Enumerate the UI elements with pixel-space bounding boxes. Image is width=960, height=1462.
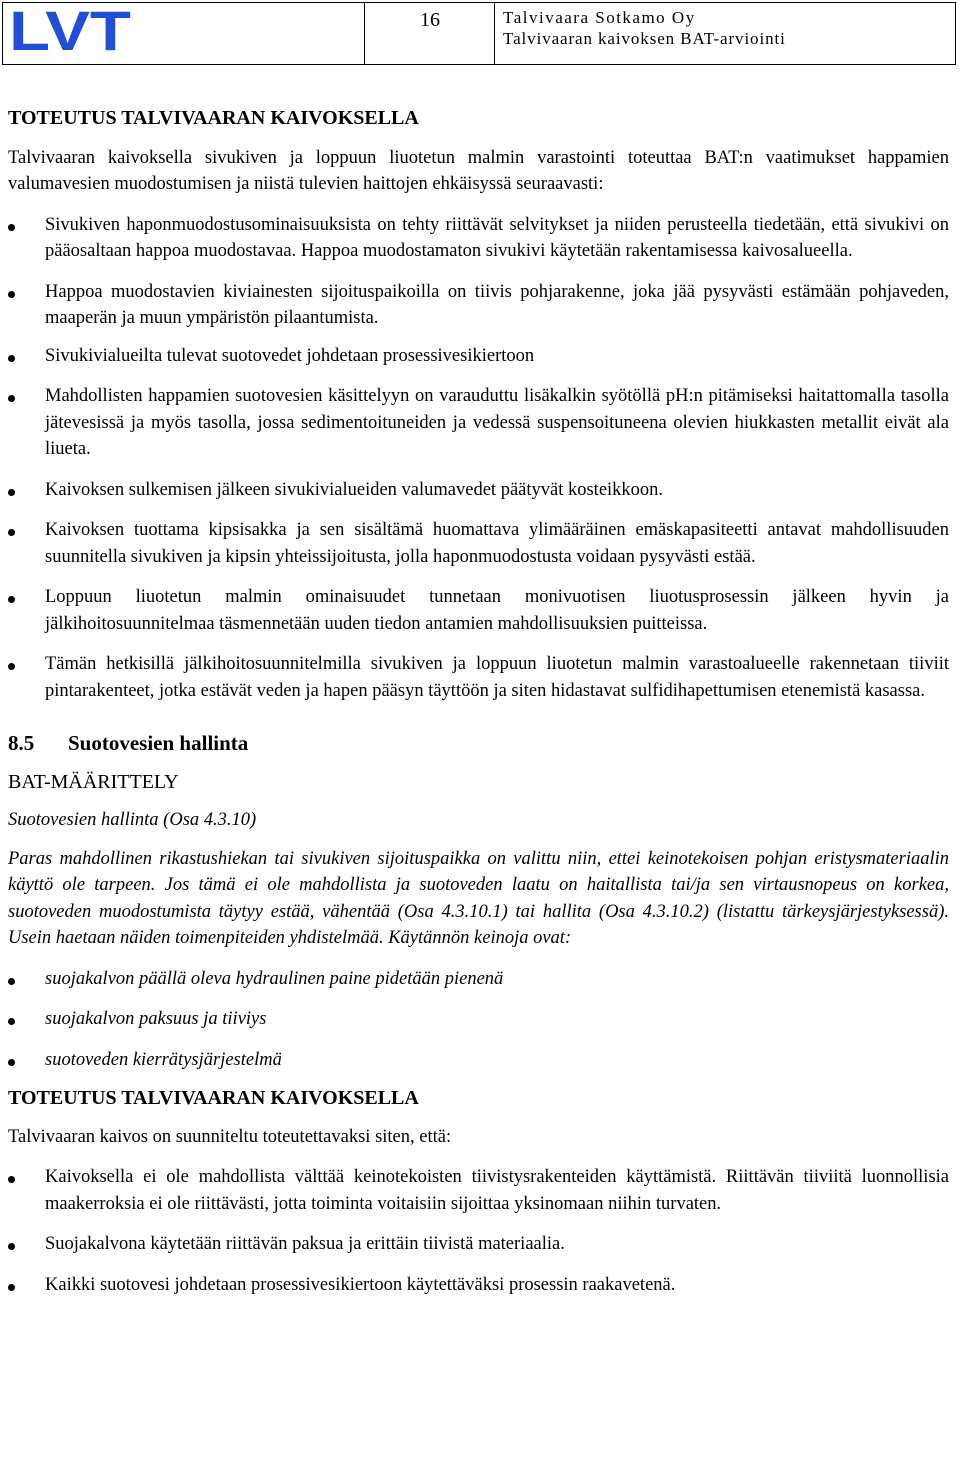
chapter-heading bbox=[8, 730, 949, 757]
implementation-intro: Talvivaaran kaivos on suunniteltu toteutettavaksi siten, että: bbox=[8, 1126, 452, 1147]
bullet-icon bbox=[8, 489, 15, 496]
bullet-icon bbox=[8, 978, 15, 985]
list-item: Kaivoksen sulkemisen jälkeen sivukivialueiden valumavedet päätyvät kosteikkoon. bbox=[8, 477, 949, 504]
implementation-heading: TOTEUTUS TALVIVAARAN KAIVOKSELLA bbox=[8, 1087, 419, 1109]
bat-paragraph: Paras mahdollinen rikastushiekan tai sivukiven sijoituspaikka on valittu niin, ettei keinotekoisen pohjan eristysmateriaalin käyttö ole tarpeen. Jos tämä ei ole mahdollista ja suotoveden laatu on haitallista tai/ja sen virtausnopeus on korkea, suotoveden muodostumista täytyy estää, vähentää (Osa 4.3.10.1) tai hallita (Osa 4.3.10.2) (listattu tärkeysjärjestyksessä). Usein haetaan näiden toimenpiteiden yhdistelmää. Käytännön keinoja ovat: bbox=[8, 848, 949, 948]
svg-text:LVT: LVT bbox=[9, 5, 131, 55]
chapter-number: 8.5 bbox=[8, 731, 35, 755]
list-item: Kaivoksella ei ole mahdollista välttää keinotekoisten tiivistysrakenteiden käyttämistä. Riittävän tiiviitä luonnollisia maakerroksia ei ole riittävästi, jotta toiminta voitaisiin sijoittaa yksinomaan niihin turvaten. bbox=[8, 1164, 949, 1217]
document-title: Talvivaaran kaivoksen BAT-arviointi bbox=[503, 29, 786, 48]
title-cell bbox=[495, 3, 955, 64]
bullet-icon bbox=[8, 1059, 15, 1066]
bullet-icon bbox=[8, 663, 15, 670]
bat-heading: BAT-MÄÄRITTELY bbox=[8, 770, 179, 793]
page-number: 16 bbox=[420, 9, 440, 31]
logo-cell bbox=[3, 3, 365, 64]
bullet-icon bbox=[8, 1243, 15, 1250]
list-item: Loppuun liuotetun malmin ominaisuudet tunnetaan monivuotisen liuotusprosessin jälkeen hyvin ja jälkihoitosuunnitelmaa täsmennetään uuden tiedon antamien mahdollisuuksien puitteissa. bbox=[8, 584, 949, 637]
intro-paragraph: Talvivaaran kaivoksella sivukiven ja loppuun liuotetun malmin varastointi toteuttaa BAT:n vaatimukset happamien valumavesien muodostumisen ja niistä tulevien haittojen ehkäisyssä seuraavasti: bbox=[8, 147, 949, 194]
list-item: suotoveden kierrätysjärjestelmä bbox=[8, 1047, 949, 1074]
company-name: Talvivaara Sotkamo Oy bbox=[503, 8, 696, 27]
bullet-icon bbox=[8, 224, 15, 231]
list-item: suojakalvon päällä oleva hydraulinen paine pidetään pienenä bbox=[8, 966, 949, 993]
page-number-cell bbox=[365, 3, 495, 64]
list-item: Kaivoksen tuottama kipsisakka ja sen sisältämä huomattava ylimääräinen emäskapasiteetti antavat mahdollisuuden suunnitella sivukiven ja kipsin yhteissijoitusta, jolla haponmuodostusta voidaan pysyvästi estää. bbox=[8, 517, 949, 570]
list-item: Mahdollisten happamien suotovesien käsittelyyn on varauduttu lisäkalkin syötöllä pH:n pitämiseksi haitattomalla tasolla jätevesissä ja myös tasolla, jossa sedimentoituneiden ja vedessä suspensoituneena olevien hiukkasten metallit eivät ala liueta. bbox=[8, 383, 949, 463]
bullet-icon bbox=[8, 596, 15, 603]
bat-bullet-list bbox=[8, 966, 949, 1074]
bullet-icon bbox=[8, 355, 15, 362]
list-item: Happoa muodostavien kiviainesten sijoituspaikoilla on tiivis pohjarakenne, joka jää pysyvästi estämään pohjaveden, maaperän ja muun ympäristön pilaantumista. bbox=[8, 279, 949, 332]
list-item: Kaikki suotovesi johdetaan prosessivesikiertoon käytettäväksi prosessin raakavetenä. bbox=[8, 1272, 949, 1299]
bullet-icon bbox=[8, 291, 15, 298]
bullet-list bbox=[8, 212, 949, 705]
bullet-icon bbox=[8, 395, 15, 402]
lvt-logo bbox=[9, 5, 133, 55]
list-item: Sivukiven haponmuodostusominaisuuksista on tehty riittävät selvitykset ja niiden perusteella tiedetään, että sivukivi on pääosaltaan happoa muodostavaa. Happoa muodostamaton sivukivi käytetään rakentamisessa kaivosalueella. bbox=[8, 212, 949, 265]
bullet-icon bbox=[8, 1284, 15, 1291]
list-item: suojakalvon paksuus ja tiiviys bbox=[8, 1006, 949, 1033]
chapter-title: Suotovesien hallinta bbox=[68, 731, 249, 755]
page-header bbox=[2, 2, 956, 65]
bat-subheading: Suotovesien hallinta (Osa 4.3.10) bbox=[8, 810, 257, 830]
list-item: Sivukivialueilta tulevat suotovedet johdetaan prosessivesikiertoon bbox=[8, 343, 949, 370]
bullet-icon bbox=[8, 1176, 15, 1183]
list-item: Suojakalvona käytetään riittävän paksua ja erittäin tiivistä materiaalia. bbox=[8, 1231, 949, 1258]
bullet-icon bbox=[8, 1018, 15, 1025]
section-heading: TOTEUTUS TALVIVAARAN KAIVOKSELLA bbox=[8, 107, 419, 129]
bullet-icon bbox=[8, 529, 15, 536]
list-item: Tämän hetkisillä jälkihoitosuunnitelmilla sivukiven ja loppuun liuotetun malmin varastoalueelle rakennetaan tiiviit pintarakenteet, jotka estävät veden ja hapen pääsyn täyttöön ja siten hidastavat sulfidihapettumisen etenemistä kasassa. bbox=[8, 651, 949, 704]
implementation-bullet-list bbox=[8, 1164, 949, 1298]
page-content bbox=[8, 105, 949, 1298]
